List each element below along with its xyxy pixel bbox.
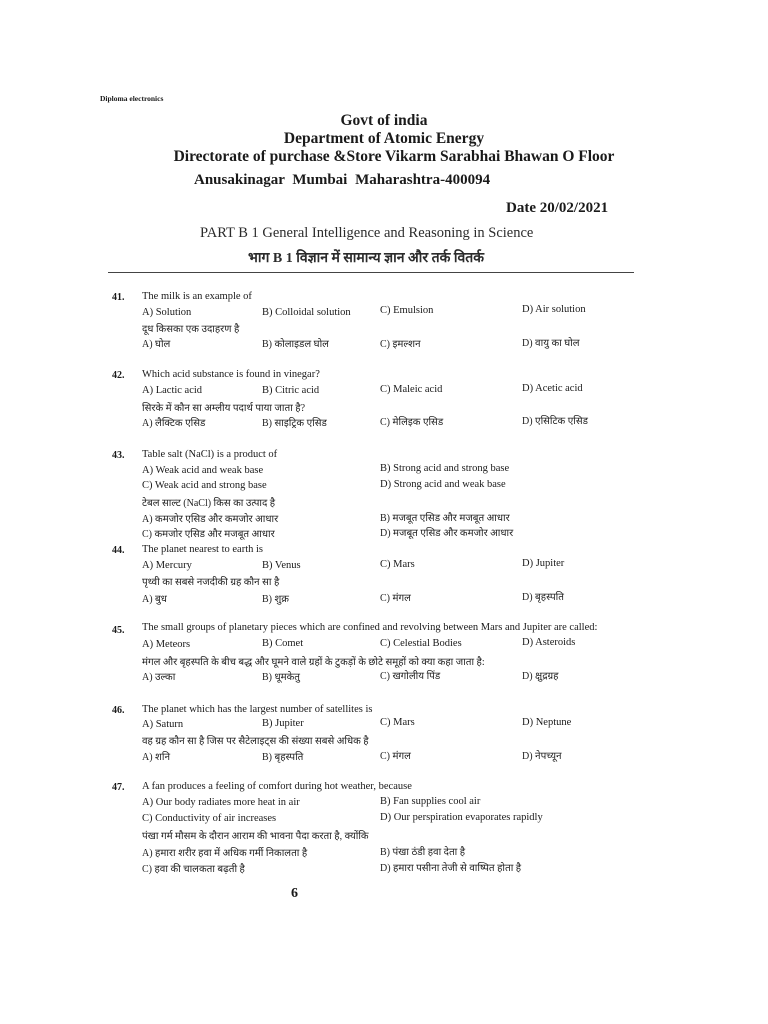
option-d: D) Jupiter: [522, 558, 565, 569]
option-a-hindi: A) कमजोर एसिड और कमजोर आधार: [142, 514, 279, 525]
header-directorate: Directorate of purchase &Store Vikarm Sarabhai Bhawan O Floor: [173, 148, 615, 165]
option-d: D) Our perspiration evaporates rapidly: [380, 812, 543, 823]
option-d-hindi: D) बृहस्पति: [522, 592, 564, 603]
question-number: 42.: [112, 370, 125, 381]
question-text: Which acid substance is found in vinegar?: [142, 369, 320, 380]
question-text: The planet nearest to earth is: [142, 544, 263, 555]
corner-tag: Diploma electronics: [100, 94, 164, 103]
question-text-hindi: सिरके में कौन सा अम्लीय पदार्थ पाया जाता है?: [142, 403, 306, 414]
part-title: PART B 1 General Intelligence and Reasoning in Science: [200, 225, 534, 241]
option-d-hindi: D) हमारा पसीना तेजी से वाष्पित होता है: [380, 863, 522, 874]
option-d-hindi: D) नेपच्यून: [522, 751, 562, 762]
option-c: C) Emulsion: [380, 305, 434, 316]
question-text-hindi: मंगल और बृहस्पति के बीच बद्ध और घूमने वाले ग्रहों के टुकड़ों के छोटे समूहों को क्या कहा जाता है:: [142, 657, 485, 668]
question-text-hindi: वह ग्रह कौन सा है जिस पर सैटेलाइट्स की संख्या सबसे अधिक है: [142, 736, 369, 747]
option-a-hindi: A) घोल: [142, 339, 171, 350]
question-number: 45.: [112, 625, 125, 636]
option-b-hindi: B) कोलाइडल घोल: [262, 339, 329, 350]
question-text: The small groups of planetary pieces which are confined and revolving between Mars and Jupiter are called:: [142, 622, 598, 633]
option-c-hindi: C) इमल्शन: [380, 339, 421, 350]
option-b-hindi: B) पंखा ठंडी हवा देता है: [380, 847, 466, 858]
option-c-hindi: C) मेलिइक एसिड: [380, 417, 444, 428]
question-text: A fan produces a feeling of comfort during hot weather, because: [142, 781, 412, 792]
option-c: C) Maleic acid: [380, 384, 443, 395]
option-c: C) Mars: [380, 717, 415, 728]
option-a: A) Saturn: [142, 719, 184, 730]
question-text-hindi: पंखा गर्म मौसम के दौरान आराम की भावना पैदा करता है, क्योंकि: [142, 831, 369, 842]
option-a: A) Mercury: [142, 560, 192, 571]
option-a: A) Weak acid and weak base: [142, 465, 264, 476]
option-d: D) Asteroids: [522, 637, 576, 648]
question-number: 47.: [112, 782, 125, 793]
option-c-hindi: C) मंगल: [380, 593, 411, 604]
option-d-hindi: D) वायु का घोल: [522, 338, 580, 349]
option-b-hindi: B) शुक्र: [262, 594, 289, 605]
question-text-hindi: पृथ्वी का सबसे नजदीकी ग्रह कौन सा है: [142, 577, 280, 588]
option-b: B) Strong acid and strong base: [380, 463, 510, 474]
option-c-hindi: C) मंगल: [380, 751, 411, 762]
question-text-hindi: टेबल साल्ट (NaCl) किस का उत्पाद है: [142, 498, 276, 509]
option-a-hindi: A) बुध: [142, 594, 167, 605]
question-number: 44.: [112, 545, 125, 556]
option-d: D) Air solution: [522, 304, 586, 315]
question-text: The milk is an example of: [142, 291, 252, 302]
header-address: Anusakinagar Mumbai Maharashtra-400094: [194, 172, 491, 188]
option-b: B) Comet: [262, 638, 304, 649]
option-a-hindi: A) हमारा शरीर हवा में अधिक गर्मी निकालता है: [142, 848, 308, 859]
option-a: A) Lactic acid: [142, 385, 203, 396]
option-c: C) Conductivity of air increases: [142, 813, 277, 824]
option-d-hindi: D) एसिटिक एसिड: [522, 416, 588, 427]
option-d: D) Acetic acid: [522, 383, 583, 394]
option-a-hindi: A) उल्का: [142, 672, 176, 683]
header-divider: [108, 272, 634, 273]
option-a-hindi: A) शनि: [142, 752, 170, 763]
option-c: C) Celestial Bodies: [380, 638, 462, 649]
option-c-hindi: C) कमजोर एसिड और मजबूत आधार: [142, 529, 275, 540]
option-d-hindi: D) क्षुद्रग्रह: [522, 671, 559, 682]
question-text: Table salt (NaCl) is a product of: [142, 449, 278, 460]
option-b: B) Jupiter: [262, 718, 304, 729]
option-b-hindi: B) मजबूत एसिड और मजबूत आधार: [380, 513, 510, 524]
option-b-hindi: B) बृहस्पति: [262, 752, 304, 763]
option-b-hindi: B) धूमकेतु: [262, 672, 301, 683]
option-b-hindi: B) साइट्रिक एसिड: [262, 418, 327, 429]
page-number: 6: [291, 886, 298, 901]
option-c: C) Mars: [380, 559, 415, 570]
option-b: B) Fan supplies cool air: [380, 796, 481, 807]
question-number: 41.: [112, 292, 125, 303]
question-text: The planet which has the largest number of satellites is: [142, 704, 373, 715]
option-c-hindi: C) हवा की चालकता बढ़ती है: [142, 864, 245, 875]
question-text-hindi: दूध किसका एक उदाहरण है: [142, 324, 240, 335]
option-d: D) Neptune: [522, 717, 572, 728]
option-b: B) Venus: [262, 560, 301, 571]
part-title-hindi: भाग B 1 विज्ञान में सामान्य ज्ञान और तर्क वितर्क: [248, 251, 484, 266]
option-b: B) Citric acid: [262, 385, 320, 396]
option-c: C) Weak acid and strong base: [142, 480, 267, 491]
question-number: 43.: [112, 450, 125, 461]
option-a: A) Our body radiates more heat in air: [142, 797, 300, 808]
question-number: 46.: [112, 705, 125, 716]
header-department: Department of Atomic Energy: [283, 130, 485, 147]
option-c-hindi: C) खगोलीय पिंड: [380, 671, 441, 682]
option-b: B) Colloidal solution: [262, 307, 351, 318]
option-a: A) Solution: [142, 307, 192, 318]
option-d-hindi: D) मजबूत एसिड और कमजोर आधार: [380, 528, 514, 539]
header-date: Date 20/02/2021: [506, 200, 609, 216]
option-a-hindi: A) लैक्टिक एसिड: [142, 418, 206, 429]
option-d: D) Strong acid and weak base: [380, 479, 506, 490]
option-a: A) Meteors: [142, 639, 191, 650]
header-govt: Govt of india: [340, 112, 428, 129]
